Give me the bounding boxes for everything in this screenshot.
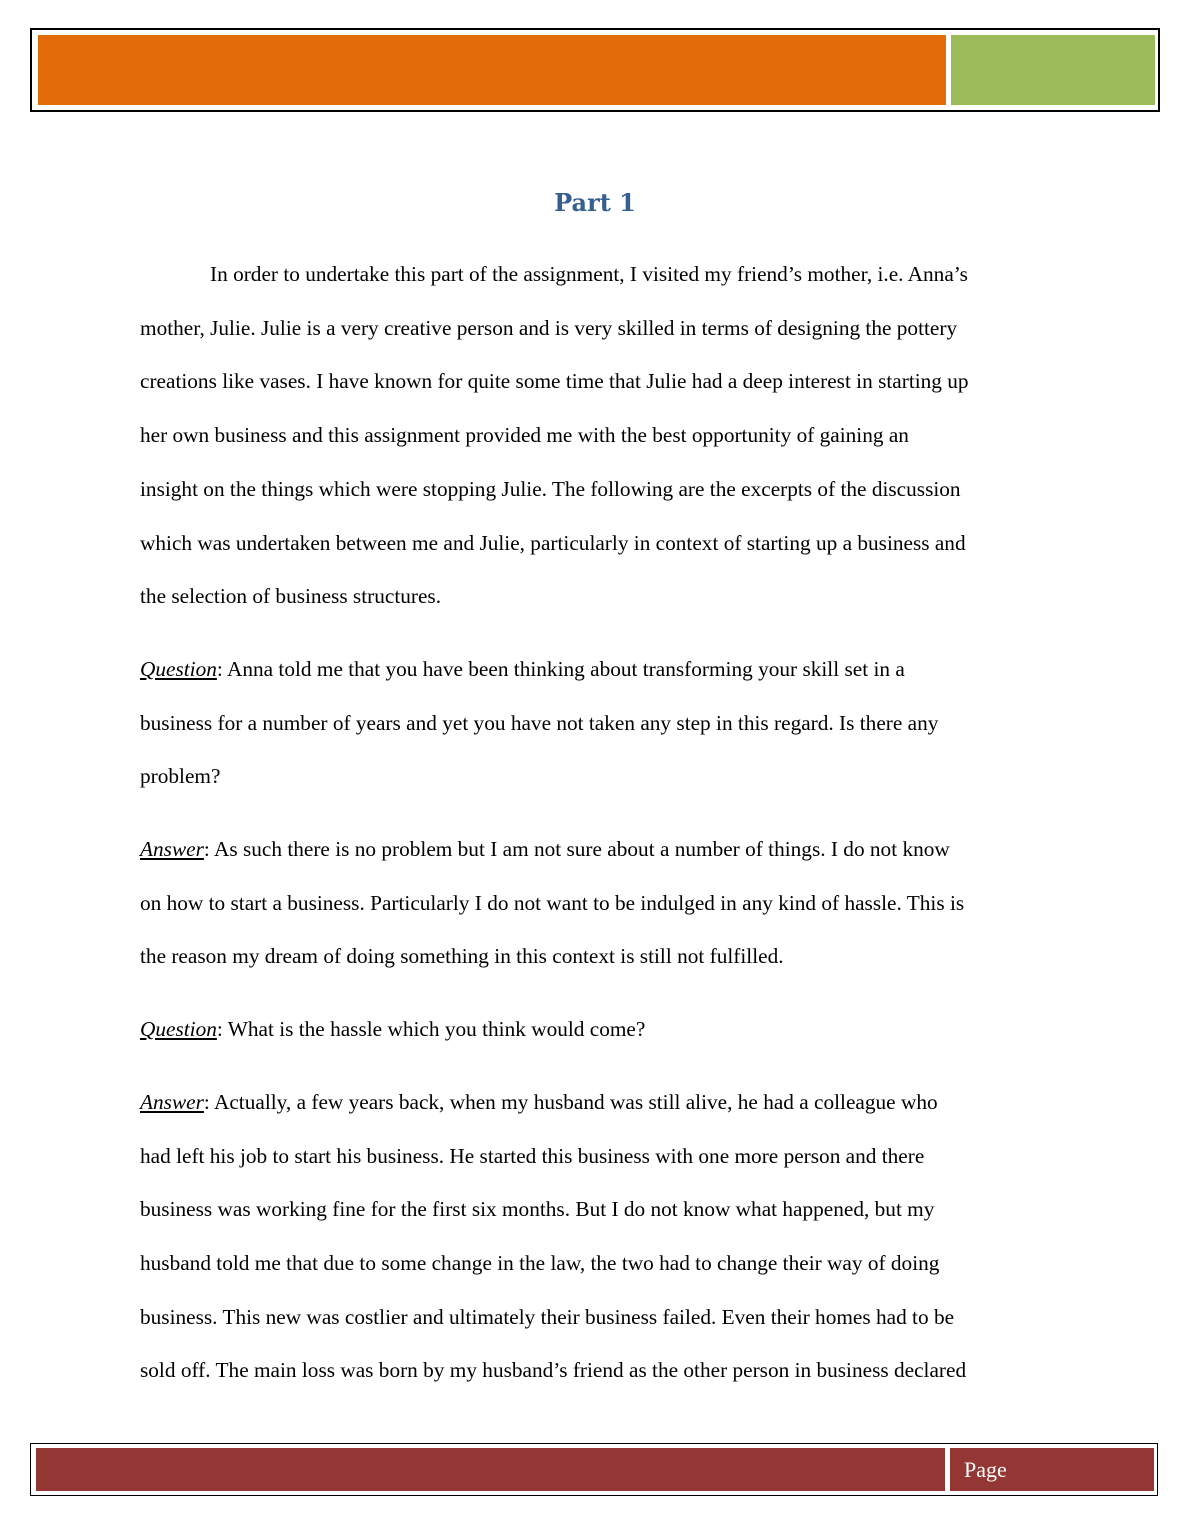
intro-line: the selection of business structures. — [140, 584, 442, 609]
answer-paragraph — [140, 823, 1050, 984]
intro-line: In order to undertake this part of the assignment, I visited my friend’s mother, i.e. Anna’s — [210, 262, 968, 286]
dialogue-line: husband told me that due to some change in the law, the two had to change their way of doing — [140, 1250, 940, 1275]
document-body — [140, 180, 1050, 1417]
dialogue-line: business for a number of years and yet you have not taken any step in this regard. Is there any — [140, 710, 939, 735]
dialogue-line: the reason my dream of doing something in this context is still not fulfilled. — [140, 944, 784, 969]
header-green-bar — [951, 35, 1155, 105]
dialogue-line: problem? — [140, 764, 221, 789]
speaker-label: Answer — [140, 837, 204, 862]
question-paragraph — [140, 643, 1050, 804]
question-paragraph — [140, 1003, 1050, 1057]
speaker-label: Question — [140, 656, 217, 681]
answer-paragraph — [140, 1076, 1050, 1398]
footer-band — [30, 1443, 1158, 1496]
speaker-label: Answer — [140, 1089, 204, 1114]
page-number-box — [950, 1448, 1154, 1491]
dialogue-line: had left his job to start his business. He started this business with one more person and there — [140, 1143, 925, 1168]
dialogue-line: business. This new was costlier and ultimately their business failed. Even their homes had to be — [140, 1304, 955, 1329]
intro-line: creations like vases. I have known for quite some time that Julie had a deep interest in starting up — [140, 369, 969, 394]
dialogue-line: on how to start a business. Particularly I do not want to be indulged in any kind of hassle. This is — [140, 890, 965, 915]
header-orange-bar — [38, 35, 946, 105]
intro-line: which was undertaken between me and Julie, particularly in context of starting up a business and — [140, 530, 966, 555]
footer-bar — [36, 1448, 945, 1491]
dialogue-line: Answer: Actually, a few years back, when my husband was still alive, he had a colleague who — [140, 1089, 938, 1114]
speaker-label: Question — [140, 1017, 217, 1042]
dialogue-line: Question: Anna told me that you have been thinking about transforming your skill set in a — [140, 656, 905, 681]
intro-line: her own business and this assignment provided me with the best opportunity of gaining an — [140, 423, 909, 448]
dialogue-line: Answer: As such there is no problem but I am not sure about a number of things. I do not know — [140, 837, 950, 862]
intro-line: insight on the things which were stopping Julie. The following are the excerpts of the discussion — [140, 476, 961, 501]
header-band — [30, 28, 1160, 112]
dialogue-line: Question: What is the hassle which you think would come? — [140, 1017, 646, 1042]
page-title: Part 1 — [554, 188, 636, 217]
dialogue-line: business was working fine for the first six months. But I do not know what happened, but my — [140, 1197, 935, 1222]
dialogue-line: sold off. The main loss was born by my husband’s friend as the other person in business declared — [140, 1358, 967, 1383]
intro-line: mother, Julie. Julie is a very creative person and is very skilled in terms of designing the pottery — [140, 315, 958, 340]
page-label: Page — [964, 1457, 1007, 1482]
intro-paragraph — [140, 248, 1050, 624]
